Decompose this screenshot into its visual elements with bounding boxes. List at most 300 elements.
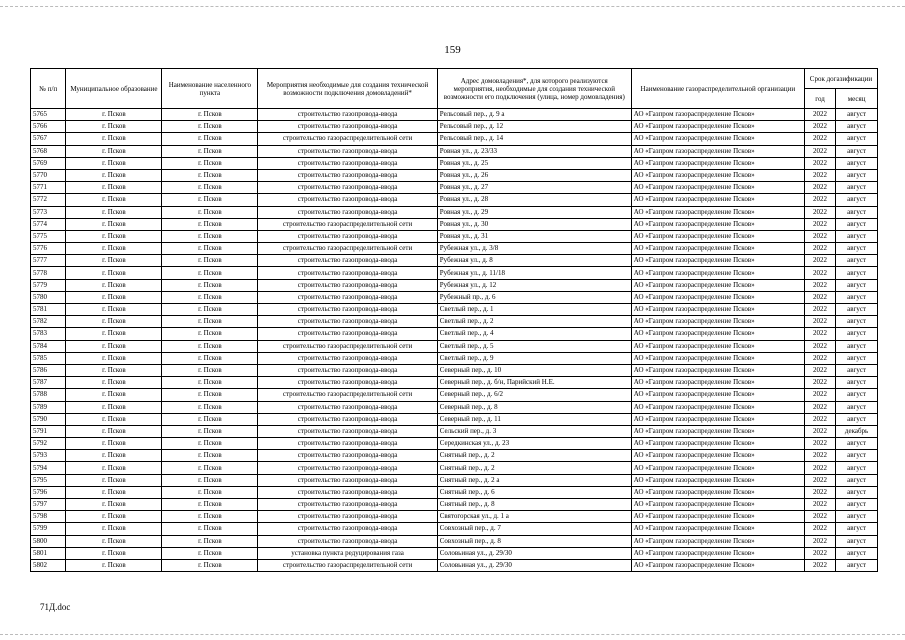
cell-settlement: г. Псков [162, 291, 258, 303]
cell-num: 5795 [31, 474, 66, 486]
table-row [31, 279, 878, 291]
cell-measure: строительство газопровода-ввода [258, 169, 437, 181]
cell-municipality: г. Псков [66, 389, 162, 401]
cell-municipality: г. Псков [66, 511, 162, 523]
cell-address: Северный пер., д. б/н, Парийский Н.Е. [437, 377, 631, 389]
cell-address: Ровная ул., д. 23/33 [437, 145, 631, 157]
cell-settlement: г. Псков [162, 486, 258, 498]
table-row [31, 133, 878, 145]
cell-month: август [836, 499, 878, 511]
cell-org: АО «Газпром газораспределение Псков» [631, 450, 804, 462]
cell-month: август [836, 230, 878, 242]
cell-year: 2022 [804, 425, 835, 437]
cell-settlement: г. Псков [162, 401, 258, 413]
table-row [31, 450, 878, 462]
cell-org: АО «Газпром газораспределение Псков» [631, 316, 804, 328]
table-row [31, 169, 878, 181]
cell-municipality: г. Псков [66, 243, 162, 255]
cell-measure: строительство газораспределительной сети [258, 340, 437, 352]
cell-org: АО «Газпром газораспределение Псков» [631, 291, 804, 303]
cell-address: Северный пер., д. 11 [437, 413, 631, 425]
cell-org: АО «Газпром газораспределение Псков» [631, 255, 804, 267]
cell-num: 5785 [31, 352, 66, 364]
table-row [31, 194, 878, 206]
cell-org: АО «Газпром газораспределение Псков» [631, 121, 804, 133]
cell-address: Рельсовый пер., д. 12 [437, 121, 631, 133]
cell-month: август [836, 157, 878, 169]
cell-settlement: г. Псков [162, 109, 258, 121]
cell-address: Соловьиная ул., д. 29/30 [437, 559, 631, 571]
footer-doc-name: 71Д.doc [40, 602, 71, 612]
table-row [31, 182, 878, 194]
cell-settlement: г. Псков [162, 499, 258, 511]
cell-measure: строительство газопровода-ввода [258, 450, 437, 462]
cell-settlement: г. Псков [162, 559, 258, 571]
cell-num: 5801 [31, 547, 66, 559]
cell-num: 5766 [31, 121, 66, 133]
cell-year: 2022 [804, 474, 835, 486]
cell-month: август [836, 194, 878, 206]
cell-municipality: г. Псков [66, 499, 162, 511]
cell-measure: строительство газораспределительной сети [258, 218, 437, 230]
cell-measure: строительство газопровода-ввода [258, 523, 437, 535]
cell-num: 5781 [31, 304, 66, 316]
cell-municipality: г. Псков [66, 523, 162, 535]
cell-settlement: г. Псков [162, 243, 258, 255]
cell-address: Ровная ул., д. 26 [437, 169, 631, 181]
cell-year: 2022 [804, 340, 835, 352]
cell-year: 2022 [804, 169, 835, 181]
cell-municipality: г. Псков [66, 462, 162, 474]
cell-num: 5767 [31, 133, 66, 145]
table-row [31, 316, 878, 328]
table-row [31, 291, 878, 303]
cell-measure: установка пункта редуцирования газа [258, 547, 437, 559]
cell-measure: строительство газопровода-ввода [258, 499, 437, 511]
cell-month: август [836, 145, 878, 157]
cell-address: Середкинская ул., д. 23 [437, 438, 631, 450]
cell-org: АО «Газпром газораспределение Псков» [631, 133, 804, 145]
cell-org: АО «Газпром газораспределение Псков» [631, 243, 804, 255]
cell-month: август [836, 279, 878, 291]
cell-measure: строительство газопровода-ввода [258, 462, 437, 474]
cell-org: АО «Газпром газораспределение Псков» [631, 499, 804, 511]
table-row [31, 328, 878, 340]
cell-num: 5799 [31, 523, 66, 535]
cell-measure: строительство газопровода-ввода [258, 425, 437, 437]
table-row [31, 413, 878, 425]
cell-settlement: г. Псков [162, 206, 258, 218]
cell-address: Светлый пер., д. 9 [437, 352, 631, 364]
cell-year: 2022 [804, 133, 835, 145]
table-row [31, 218, 878, 230]
cell-org: АО «Газпром газораспределение Псков» [631, 194, 804, 206]
cell-measure: строительство газопровода-ввода [258, 230, 437, 242]
cell-address: Совхозный пер., д. 8 [437, 535, 631, 547]
cell-year: 2022 [804, 389, 835, 401]
cell-measure: строительство газопровода-ввода [258, 438, 437, 450]
cell-measure: строительство газопровода-ввода [258, 145, 437, 157]
cell-org: АО «Газпром газораспределение Псков» [631, 547, 804, 559]
cell-address: Ровная ул., д. 31 [437, 230, 631, 242]
cell-municipality: г. Псков [66, 377, 162, 389]
cell-measure: строительство газопровода-ввода [258, 401, 437, 413]
cell-month: декабрь [836, 425, 878, 437]
cell-year: 2022 [804, 559, 835, 571]
cell-month: август [836, 547, 878, 559]
cell-year: 2022 [804, 364, 835, 376]
cell-address: Снятный пер., д. 6 [437, 486, 631, 498]
cell-settlement: г. Псков [162, 255, 258, 267]
cell-year: 2022 [804, 499, 835, 511]
cell-address: Северный пер., д. 10 [437, 364, 631, 376]
cell-num: 5802 [31, 559, 66, 571]
cell-org: АО «Газпром газораспределение Псков» [631, 559, 804, 571]
header-municipality: Муниципальное образование [66, 69, 162, 109]
cell-month: август [836, 438, 878, 450]
cell-municipality: г. Псков [66, 133, 162, 145]
cell-settlement: г. Псков [162, 218, 258, 230]
header-year: год [804, 89, 835, 109]
cell-municipality: г. Псков [66, 547, 162, 559]
cell-num: 5774 [31, 218, 66, 230]
cell-measure: строительство газопровода-ввода [258, 109, 437, 121]
cell-year: 2022 [804, 145, 835, 157]
cell-org: АО «Газпром газораспределение Псков» [631, 377, 804, 389]
cell-municipality: г. Псков [66, 425, 162, 437]
cell-measure: строительство газопровода-ввода [258, 413, 437, 425]
cell-municipality: г. Псков [66, 486, 162, 498]
cell-municipality: г. Псков [66, 304, 162, 316]
cell-address: Рубежный пр., д. 6 [437, 291, 631, 303]
cell-num: 5782 [31, 316, 66, 328]
cell-address: Снятный пер., д. 2 а [437, 474, 631, 486]
cell-address: Ровная ул., д. 28 [437, 194, 631, 206]
cell-address: Снятный пер., д. 2 [437, 450, 631, 462]
cell-num: 5770 [31, 169, 66, 181]
cell-year: 2022 [804, 535, 835, 547]
cell-municipality: г. Псков [66, 401, 162, 413]
table-row [31, 401, 878, 413]
cell-municipality: г. Псков [66, 279, 162, 291]
cell-org: АО «Газпром газораспределение Псков» [631, 304, 804, 316]
cell-year: 2022 [804, 109, 835, 121]
cell-num: 5793 [31, 450, 66, 462]
page-number: 159 [444, 44, 461, 56]
cell-settlement: г. Псков [162, 450, 258, 462]
cell-year: 2022 [804, 438, 835, 450]
cell-num: 5786 [31, 364, 66, 376]
cell-org: АО «Газпром газораспределение Псков» [631, 169, 804, 181]
cell-municipality: г. Псков [66, 230, 162, 242]
cell-settlement: г. Псков [162, 474, 258, 486]
table-row [31, 511, 878, 523]
cell-month: август [836, 243, 878, 255]
cell-num: 5796 [31, 486, 66, 498]
cell-year: 2022 [804, 413, 835, 425]
cell-year: 2022 [804, 255, 835, 267]
cell-org: АО «Газпром газораспределение Псков» [631, 535, 804, 547]
cell-month: август [836, 377, 878, 389]
cell-year: 2022 [804, 486, 835, 498]
cell-num: 5797 [31, 499, 66, 511]
table-row [31, 109, 878, 121]
cell-year: 2022 [804, 194, 835, 206]
table-row [31, 535, 878, 547]
header-measures: Мероприятия необходимые для создания технической возможности подключения домовладений* [258, 69, 437, 109]
cell-measure: строительство газопровода-ввода [258, 194, 437, 206]
cell-municipality: г. Псков [66, 328, 162, 340]
cell-measure: строительство газопровода-ввода [258, 511, 437, 523]
cell-year: 2022 [804, 547, 835, 559]
cell-address: Святогорская ул., д. 1 а [437, 511, 631, 523]
cell-num: 5787 [31, 377, 66, 389]
cell-month: август [836, 535, 878, 547]
cell-year: 2022 [804, 230, 835, 242]
cell-address: Светлый пер., д. 4 [437, 328, 631, 340]
cell-year: 2022 [804, 206, 835, 218]
cell-municipality: г. Псков [66, 535, 162, 547]
cell-municipality: г. Псков [66, 255, 162, 267]
cell-settlement: г. Псков [162, 523, 258, 535]
cell-org: АО «Газпром газораспределение Псков» [631, 413, 804, 425]
cell-num: 5791 [31, 425, 66, 437]
cell-year: 2022 [804, 182, 835, 194]
cell-municipality: г. Псков [66, 340, 162, 352]
cell-settlement: г. Псков [162, 169, 258, 181]
cell-year: 2022 [804, 279, 835, 291]
cell-settlement: г. Псков [162, 462, 258, 474]
cell-settlement: г. Псков [162, 377, 258, 389]
cell-org: АО «Газпром газораспределение Псков» [631, 364, 804, 376]
cell-address: Снятный пер., д. 8 [437, 499, 631, 511]
cell-municipality: г. Псков [66, 364, 162, 376]
cell-org: АО «Газпром газораспределение Псков» [631, 157, 804, 169]
table-row [31, 255, 878, 267]
table-row [31, 377, 878, 389]
cell-municipality: г. Псков [66, 121, 162, 133]
cell-measure: строительство газопровода-ввода [258, 291, 437, 303]
cell-month: август [836, 291, 878, 303]
cell-municipality: г. Псков [66, 413, 162, 425]
cell-month: август [836, 255, 878, 267]
cell-org: АО «Газпром газораспределение Псков» [631, 145, 804, 157]
cell-year: 2022 [804, 377, 835, 389]
cell-measure: строительство газопровода-ввода [258, 328, 437, 340]
scan-edge-bottom [0, 634, 905, 635]
cell-org: АО «Газпром газораспределение Псков» [631, 206, 804, 218]
cell-num: 5777 [31, 255, 66, 267]
cell-measure: строительство газопровода-ввода [258, 364, 437, 376]
gasification-table [30, 68, 878, 572]
table-row [31, 474, 878, 486]
cell-address: Ровная ул., д. 25 [437, 157, 631, 169]
cell-address: Снятный пер., д. 2 [437, 462, 631, 474]
table-row [31, 340, 878, 352]
cell-settlement: г. Псков [162, 133, 258, 145]
table-row [31, 438, 878, 450]
cell-address: Северный пер., д. 6/2 [437, 389, 631, 401]
cell-settlement: г. Псков [162, 194, 258, 206]
cell-measure: строительство газопровода-ввода [258, 279, 437, 291]
cell-measure: строительство газопровода-ввода [258, 182, 437, 194]
cell-org: АО «Газпром газораспределение Псков» [631, 340, 804, 352]
table-row [31, 243, 878, 255]
table-row [31, 364, 878, 376]
cell-address: Рубежная ул., д. 12 [437, 279, 631, 291]
cell-measure: строительство газораспределительной сети [258, 389, 437, 401]
cell-num: 5779 [31, 279, 66, 291]
cell-measure: строительство газопровода-ввода [258, 157, 437, 169]
cell-num: 5783 [31, 328, 66, 340]
cell-org: АО «Газпром газораспределение Псков» [631, 425, 804, 437]
cell-month: август [836, 316, 878, 328]
cell-month: август [836, 340, 878, 352]
cell-measure: строительство газораспределительной сети [258, 243, 437, 255]
cell-org: АО «Газпром газораспределение Псков» [631, 438, 804, 450]
cell-month: август [836, 133, 878, 145]
cell-settlement: г. Псков [162, 121, 258, 133]
cell-year: 2022 [804, 352, 835, 364]
cell-municipality: г. Псков [66, 559, 162, 571]
cell-municipality: г. Псков [66, 450, 162, 462]
cell-measure: строительство газораспределительной сети [258, 559, 437, 571]
cell-year: 2022 [804, 401, 835, 413]
cell-num: 5798 [31, 511, 66, 523]
cell-org: АО «Газпром газораспределение Псков» [631, 389, 804, 401]
cell-org: АО «Газпром газораспределение Псков» [631, 109, 804, 121]
header-org: Наименование газораспределительной организации [631, 69, 804, 109]
cell-address: Светлый пер., д. 2 [437, 316, 631, 328]
cell-address: Рельсовый пер., д. 9 а [437, 109, 631, 121]
cell-month: август [836, 206, 878, 218]
cell-month: август [836, 352, 878, 364]
cell-num: 5800 [31, 535, 66, 547]
cell-settlement: г. Псков [162, 328, 258, 340]
cell-month: август [836, 169, 878, 181]
cell-org: АО «Газпром газораспределение Псков» [631, 486, 804, 498]
cell-address: Ровная ул., д. 30 [437, 218, 631, 230]
cell-measure: строительство газопровода-ввода [258, 255, 437, 267]
table-row [31, 462, 878, 474]
header-num: № п/п [31, 69, 66, 109]
cell-settlement: г. Псков [162, 364, 258, 376]
cell-settlement: г. Псков [162, 425, 258, 437]
cell-municipality: г. Псков [66, 316, 162, 328]
cell-month: август [836, 304, 878, 316]
cell-month: август [836, 511, 878, 523]
cell-municipality: г. Псков [66, 206, 162, 218]
cell-address: Совхозный пер., д. 7 [437, 523, 631, 535]
cell-settlement: г. Псков [162, 352, 258, 364]
cell-settlement: г. Псков [162, 340, 258, 352]
cell-municipality: г. Псков [66, 438, 162, 450]
cell-settlement: г. Псков [162, 279, 258, 291]
cell-month: август [836, 401, 878, 413]
cell-settlement: г. Псков [162, 182, 258, 194]
cell-org: АО «Газпром газораспределение Псков» [631, 182, 804, 194]
cell-num: 5773 [31, 206, 66, 218]
cell-municipality: г. Псков [66, 109, 162, 121]
cell-municipality: г. Псков [66, 474, 162, 486]
cell-municipality: г. Псков [66, 218, 162, 230]
cell-month: август [836, 328, 878, 340]
cell-settlement: г. Псков [162, 389, 258, 401]
cell-settlement: г. Псков [162, 535, 258, 547]
cell-num: 5788 [31, 389, 66, 401]
cell-num: 5772 [31, 194, 66, 206]
table-row [31, 267, 878, 279]
cell-month: август [836, 450, 878, 462]
cell-num: 5790 [31, 413, 66, 425]
cell-month: август [836, 121, 878, 133]
cell-measure: строительство газопровода-ввода [258, 486, 437, 498]
cell-municipality: г. Псков [66, 145, 162, 157]
cell-address: Ровная ул., д. 27 [437, 182, 631, 194]
cell-month: август [836, 559, 878, 571]
cell-month: август [836, 486, 878, 498]
cell-month: август [836, 364, 878, 376]
cell-num: 5792 [31, 438, 66, 450]
cell-year: 2022 [804, 121, 835, 133]
cell-address: Северный пер., д. 8 [437, 401, 631, 413]
cell-year: 2022 [804, 157, 835, 169]
cell-year: 2022 [804, 511, 835, 523]
cell-org: АО «Газпром газораспределение Псков» [631, 401, 804, 413]
cell-address: Ровная ул., д. 29 [437, 206, 631, 218]
cell-org: АО «Газпром газораспределение Псков» [631, 267, 804, 279]
cell-year: 2022 [804, 316, 835, 328]
cell-num: 5789 [31, 401, 66, 413]
cell-year: 2022 [804, 328, 835, 340]
cell-org: АО «Газпром газораспределение Псков» [631, 523, 804, 535]
cell-org: АО «Газпром газораспределение Псков» [631, 230, 804, 242]
scan-edge-top [0, 6, 905, 7]
cell-measure: строительство газопровода-ввода [258, 377, 437, 389]
table-row [31, 486, 878, 498]
cell-measure: строительство газораспределительной сети [258, 133, 437, 145]
cell-settlement: г. Псков [162, 267, 258, 279]
cell-settlement: г. Псков [162, 547, 258, 559]
cell-measure: строительство газопровода-ввода [258, 304, 437, 316]
cell-measure: строительство газопровода-ввода [258, 352, 437, 364]
cell-municipality: г. Псков [66, 352, 162, 364]
cell-measure: строительство газопровода-ввода [258, 206, 437, 218]
cell-year: 2022 [804, 218, 835, 230]
header-month: месяц [836, 89, 878, 109]
cell-address: Рубежная ул., д. 11/18 [437, 267, 631, 279]
cell-settlement: г. Псков [162, 304, 258, 316]
cell-measure: строительство газопровода-ввода [258, 535, 437, 547]
cell-org: АО «Газпром газораспределение Псков» [631, 511, 804, 523]
cell-settlement: г. Псков [162, 230, 258, 242]
table-row [31, 559, 878, 571]
cell-num: 5794 [31, 462, 66, 474]
cell-municipality: г. Псков [66, 157, 162, 169]
cell-measure: строительство газопровода-ввода [258, 316, 437, 328]
cell-measure: строительство газопровода-ввода [258, 267, 437, 279]
table-row [31, 389, 878, 401]
cell-num: 5780 [31, 291, 66, 303]
cell-settlement: г. Псков [162, 316, 258, 328]
cell-address: Светлый пер., д. 5 [437, 340, 631, 352]
table-row [31, 547, 878, 559]
table-row [31, 206, 878, 218]
table-row [31, 145, 878, 157]
cell-year: 2022 [804, 462, 835, 474]
cell-month: август [836, 389, 878, 401]
cell-org: АО «Газпром газораспределение Псков» [631, 474, 804, 486]
